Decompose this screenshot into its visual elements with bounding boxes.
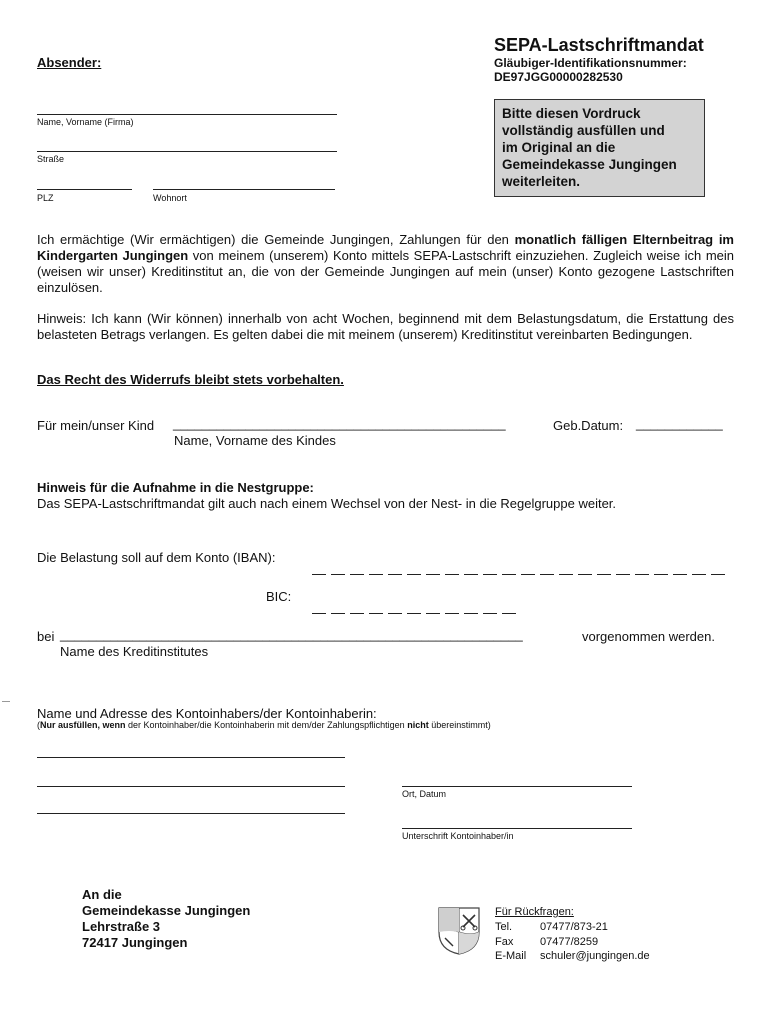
holder-note-text: übereinstimmt) xyxy=(428,720,491,730)
holder-line-2[interactable] xyxy=(37,786,345,787)
mandate-text: Ich ermächtige (Wir ermächtigen) die Gemeinde Jungingen, Zahlungen für den xyxy=(37,232,515,247)
bank-suffix: vorgenommen werden. xyxy=(582,629,715,644)
sender-street-label: Straße xyxy=(37,154,65,164)
notice-line: vollständig ausfüllen und xyxy=(502,123,665,138)
holder-heading: Name und Adresse des Kontoinhabers/der Kontoinhaberin: xyxy=(37,706,377,721)
email-label: E-Mail xyxy=(495,950,527,962)
tel-value: 07477/873-21 xyxy=(540,921,608,933)
page-title: SEPA-Lastschriftmandat xyxy=(494,35,704,55)
recipient-line: Gemeindekasse Jungingen xyxy=(82,903,251,918)
sender-street-line[interactable] xyxy=(37,151,337,152)
signature-label: Unterschrift Kontoinhaber/in xyxy=(402,831,514,841)
holder-note-bold: nicht xyxy=(407,720,429,730)
bank-institute-field[interactable]: ________________________________________________________________ xyxy=(60,627,523,642)
child-label: Für mein/unser Kind xyxy=(37,418,155,433)
holder-note xyxy=(37,720,491,730)
notice-line: weiterleiten. xyxy=(502,174,581,189)
child-name-field[interactable]: ______________________________________________ xyxy=(173,416,506,431)
child-name-caption: Name, Vorname des Kindes xyxy=(174,433,336,448)
holder-note-text: ( xyxy=(37,720,40,730)
sender-zip-label: PLZ xyxy=(37,193,54,203)
refund-paragraph: Hinweis: Ich kann (Wir können) innerhalb von acht Wochen, beginnend mit dem Belastungsdatum, die Erstattung des belasteten Betrags verlangen. Es gelten dabei die mit meinem (unserem) Kreditinstitut vereinbarten Bedingungen. xyxy=(37,311,734,342)
notice-box xyxy=(494,99,705,197)
fold-mark xyxy=(2,701,10,702)
sender-name-line[interactable] xyxy=(37,114,337,115)
place-date-line[interactable] xyxy=(402,786,632,787)
contact-heading: Für Rückfragen: xyxy=(495,906,574,918)
creditor-id: DE97JGG00000282530 xyxy=(494,70,623,84)
nest-heading: Hinweis für die Aufnahme in die Nestgruppe: xyxy=(37,480,314,495)
mandate-paragraph xyxy=(37,232,734,296)
fax-value: 07477/8259 xyxy=(540,936,599,948)
iban-label: Die Belastung soll auf dem Konto (IBAN): xyxy=(37,550,276,565)
recipient-line: Lehrstraße 3 xyxy=(82,919,161,934)
iban-field[interactable] xyxy=(312,562,730,580)
holder-note-bold: Nur ausfüllen, wenn xyxy=(40,720,126,730)
birthdate-label: Geb.Datum: xyxy=(553,418,624,433)
bei-label: bei xyxy=(37,629,55,644)
fax-label: Fax xyxy=(495,936,514,948)
bic-field[interactable] xyxy=(312,601,521,619)
sender-city-line[interactable] xyxy=(153,189,335,190)
sender-name-label: Name, Vorname (Firma) xyxy=(37,117,134,127)
sender-city-label: Wohnort xyxy=(153,193,187,203)
email-value[interactable]: schuler@jungingen.de xyxy=(540,950,650,962)
sender-label: Absender: xyxy=(37,55,102,70)
signature-line[interactable] xyxy=(402,828,632,829)
bic-label: BIC: xyxy=(266,589,292,604)
holder-line-3[interactable] xyxy=(37,813,345,814)
recipient-address xyxy=(82,887,250,951)
mandate-bold-text: monatlich fälligen Elternbeitrag im Kindergarten Jungingen xyxy=(37,232,734,263)
bank-institute-caption: Name des Kreditinstitutes xyxy=(60,644,209,659)
notice-line: Bitte diesen Vordruck xyxy=(502,106,641,121)
recipient-line: 72417 Jungingen xyxy=(82,935,188,950)
mandate-text: von meinem (unserem) Konto mittels SEPA-Lastschrift einzuziehen. Zugleich weise ich mein (weisen wir unser) Kreditinstitut an, die von der Gemeinde Jungingen auf mein (unser) Konto gezogene Lastschriften einzulösen. xyxy=(37,248,734,295)
holder-note-text: der Kontoinhaber/die Kontoinhaberin mit dem/der Zahlungspflichtigen xyxy=(125,720,408,730)
notice-line: Gemeindekasse Jungingen xyxy=(502,157,677,172)
place-date-label: Ort, Datum xyxy=(402,789,447,799)
recipient-line: An die xyxy=(82,887,122,902)
coat-of-arms-icon xyxy=(437,906,481,956)
creditor-id-label: Gläubiger-Identifikationsnummer: xyxy=(494,56,687,70)
tel-label: Tel. xyxy=(495,921,513,933)
birthdate-field[interactable]: ____________ xyxy=(636,416,723,431)
notice-line: im Original an die xyxy=(502,140,616,155)
revocation-note: Das Recht des Widerrufs bleibt stets vorbehalten. xyxy=(37,372,344,387)
nest-text: Das SEPA-Lastschriftmandat gilt auch nach einem Wechsel von der Nest- in die Regelgruppe weiter. xyxy=(37,496,617,511)
holder-line-1[interactable] xyxy=(37,757,345,758)
sender-zip-line[interactable] xyxy=(37,189,132,190)
